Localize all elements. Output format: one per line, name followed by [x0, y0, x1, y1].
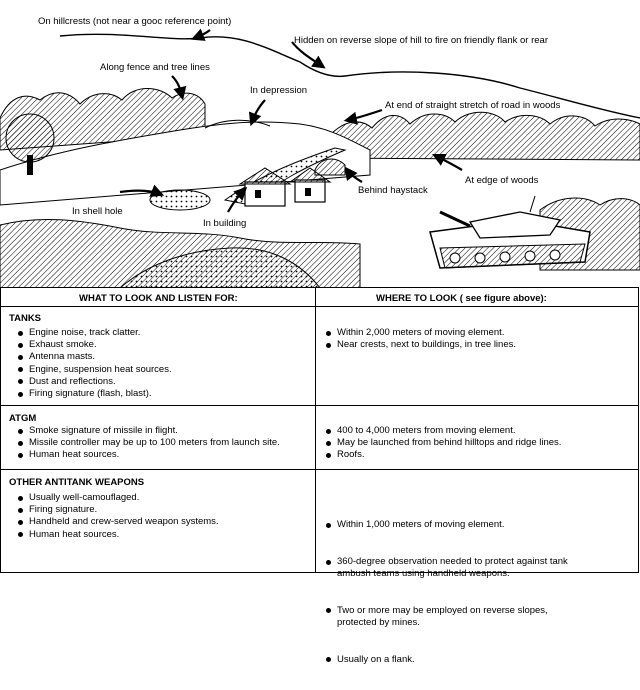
list-item: Two or more may be employed on reverse slopes, protected by mines. — [321, 605, 568, 629]
list-item: Missile controller may be up to 100 meters from launch site. — [13, 437, 280, 449]
section-tanks — [1, 306, 638, 405]
list-item: Near crests, next to buildings, in tree lines. — [321, 339, 516, 351]
list-item: Exhaust smoke. — [13, 339, 172, 351]
list-item: Engine, suspension heat sources. — [13, 364, 172, 376]
list-item: Handheld and crew-served weapon systems. — [13, 516, 219, 528]
header-what-to-look-for: WHAT TO LOOK AND LISTEN FOR: — [79, 293, 238, 304]
list-item: May be launched from behind hilltops and ridge lines. — [321, 437, 561, 449]
label-fence-tree-lines: Along fence and tree lines — [100, 62, 210, 73]
section-atgm — [1, 405, 638, 459]
list-item: Human heat sources. — [13, 529, 219, 541]
look-for-list — [13, 492, 219, 541]
where-list — [321, 425, 561, 462]
list-item: Within 1,000 meters of moving element. — [321, 519, 568, 531]
where-list — [321, 495, 568, 690]
label-haystack: Behind haystack — [358, 185, 428, 196]
label-building: In building — [203, 218, 247, 229]
list-item: Human heat sources. — [13, 449, 280, 461]
section-title: ATGM — [9, 413, 37, 424]
list-item: 400 to 4,000 meters from moving element. — [321, 425, 561, 437]
section-title: OTHER ANTITANK WEAPONS — [9, 477, 145, 488]
list-item: Firing signature. — [13, 504, 219, 516]
list-item: Usually on a flank. — [321, 654, 568, 666]
list-item: Roofs. — [321, 449, 561, 461]
list-item: Within 2,000 meters of moving element. — [321, 327, 516, 339]
list-item: Antenna masts. — [13, 351, 172, 363]
label-depression: In depression — [250, 85, 308, 96]
label-road-end: At end of straight stretch of road in woods — [385, 100, 561, 111]
label-shell-hole: In shell hole — [72, 206, 123, 217]
look-for-list — [13, 327, 172, 400]
header-where-to-look: WHERE TO LOOK ( see figure above): — [376, 293, 547, 304]
look-for-list — [13, 425, 280, 462]
section-other-antitank-weapons — [1, 469, 638, 665]
label-woods-edge: At edge of woods — [465, 175, 539, 186]
list-item: Usually well-camouflaged. — [13, 492, 219, 504]
section-title: TANKS — [9, 313, 42, 324]
list-item: Smoke signature of missile in flight. — [13, 425, 280, 437]
label-hillcrests: On hillcrests (not near a gooc reference point) — [38, 16, 232, 27]
list-item: Engine noise, track clatter. — [13, 327, 172, 339]
where-list — [321, 327, 516, 351]
list-item: Firing signature (flash, blast). — [13, 388, 172, 400]
list-item: Dust and reflections. — [13, 376, 172, 388]
list-item: 360-degree observation needed to protect against tank ambush teams using handheld weapons. — [321, 556, 568, 580]
reference-table — [0, 287, 639, 665]
label-reverse-slope: Hidden on reverse slope of hill to fire on friendly flank or rear — [294, 35, 548, 46]
